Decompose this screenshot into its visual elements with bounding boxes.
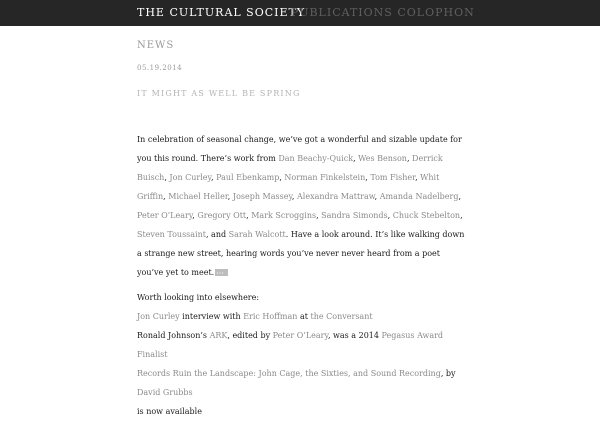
nav-publications-colophon[interactable]: PUBLICATIONS COLOPHON xyxy=(291,6,475,19)
author-list xyxy=(137,154,463,239)
author-link[interactable]: Chuck Stebelton xyxy=(392,211,461,220)
author-link[interactable]: Amanda Nadelberg xyxy=(379,192,459,201)
author-link[interactable]: Whit Griffin xyxy=(137,173,440,201)
author-separator: , xyxy=(387,211,393,220)
author-separator: , xyxy=(279,173,285,182)
author-separator: , xyxy=(406,154,413,163)
author-separator: , xyxy=(163,192,169,201)
author-link[interactable]: Tom Fisher xyxy=(370,173,416,182)
author-link[interactable]: Derrick Buisch xyxy=(137,154,443,182)
elsewhere-heading: Worth looking into elsewhere: xyxy=(137,293,260,302)
text-interview-with: interview with xyxy=(179,312,244,321)
author-separator: , xyxy=(316,211,322,220)
text-was-a-2014: , was a 2014 xyxy=(327,331,382,340)
author-link[interactable]: Sandra Simonds xyxy=(321,211,388,220)
author-separator: , xyxy=(374,192,380,201)
author-separator: , xyxy=(458,192,461,201)
intro-text-start: In celebration of seasonal change, we’ve got a wonderful and sizable update for you this round. There’s work from xyxy=(137,135,462,163)
text-by: , by xyxy=(440,369,456,378)
author-link[interactable]: Michael Heller xyxy=(168,192,228,201)
link-peter-oleary[interactable]: Peter O’Leary xyxy=(272,331,328,340)
author-link[interactable]: Jon Curley xyxy=(169,173,211,182)
intro-text-end: . Have a look around. It’s like walking down a strange new street, hearing words you’ve never never heard from a poet you’ve yet to meet. xyxy=(137,230,465,277)
author-link[interactable]: Peter O’Leary xyxy=(137,211,193,220)
author-separator: , xyxy=(415,173,421,182)
author-separator: , xyxy=(192,211,198,220)
site-brand-link[interactable]: THE CULTURAL SOCIETY xyxy=(137,6,306,19)
author-link[interactable]: Gregory Ott xyxy=(197,211,247,220)
author-link[interactable]: Paul Ebenkamp xyxy=(216,173,280,182)
main-content xyxy=(137,40,467,421)
author-link[interactable]: Joseph Massey xyxy=(232,192,292,201)
author-separator: , xyxy=(291,192,297,201)
author-link[interactable]: Mark Scroggins xyxy=(251,211,317,220)
link-records-ruin-the-landscape[interactable]: Records Ruin the Landscape: John Cage, the Sixties, and Sound Recording xyxy=(137,369,441,378)
link-eric-hoffman[interactable]: Eric Hoffman xyxy=(243,312,298,321)
author-separator: , xyxy=(227,192,233,201)
author-separator: , xyxy=(460,211,463,220)
author-separator: , xyxy=(353,154,359,163)
link-jon-curley[interactable]: Jon Curley xyxy=(137,312,180,321)
author-link[interactable]: Steven Toussaint xyxy=(137,230,206,239)
post-title[interactable]: IT MIGHT AS WELL BE SPRING xyxy=(137,89,301,98)
author-link[interactable]: Sarah Walcott xyxy=(228,230,286,239)
link-pegasus-award[interactable]: Pegasus Award Finalist xyxy=(137,331,444,359)
link-david-grubbs[interactable]: David Grubbs xyxy=(137,388,193,397)
link-the-conversant[interactable]: the Conversant xyxy=(310,312,373,321)
author-link[interactable]: Alexandra Mattraw xyxy=(297,192,375,201)
author-separator: , xyxy=(211,173,217,182)
post-date: 05.19.2014 xyxy=(137,64,183,72)
text-now-available: is now available xyxy=(137,407,202,416)
link-ark[interactable]: ARK xyxy=(209,331,228,340)
author-separator: , and xyxy=(205,230,229,239)
elsewhere-paragraph xyxy=(137,288,467,421)
author-separator: , xyxy=(246,211,252,220)
author-separator: , xyxy=(164,173,170,182)
text-ronald-johnsons: Ronald Johnson’s xyxy=(137,331,210,340)
author-link[interactable]: Wes Benson xyxy=(358,154,407,163)
author-separator: , xyxy=(365,173,371,182)
section-heading: NEWS xyxy=(137,40,175,51)
top-nav-bar xyxy=(0,0,600,26)
author-link[interactable]: Norman Finkelstein xyxy=(284,173,366,182)
text-edited-by: , edited by xyxy=(227,331,273,340)
author-link[interactable]: Dan Beachy-Quick xyxy=(278,154,354,163)
intro-paragraph xyxy=(137,130,467,282)
read-more-ellipsis-icon[interactable] xyxy=(215,269,228,276)
text-at: at xyxy=(297,312,311,321)
